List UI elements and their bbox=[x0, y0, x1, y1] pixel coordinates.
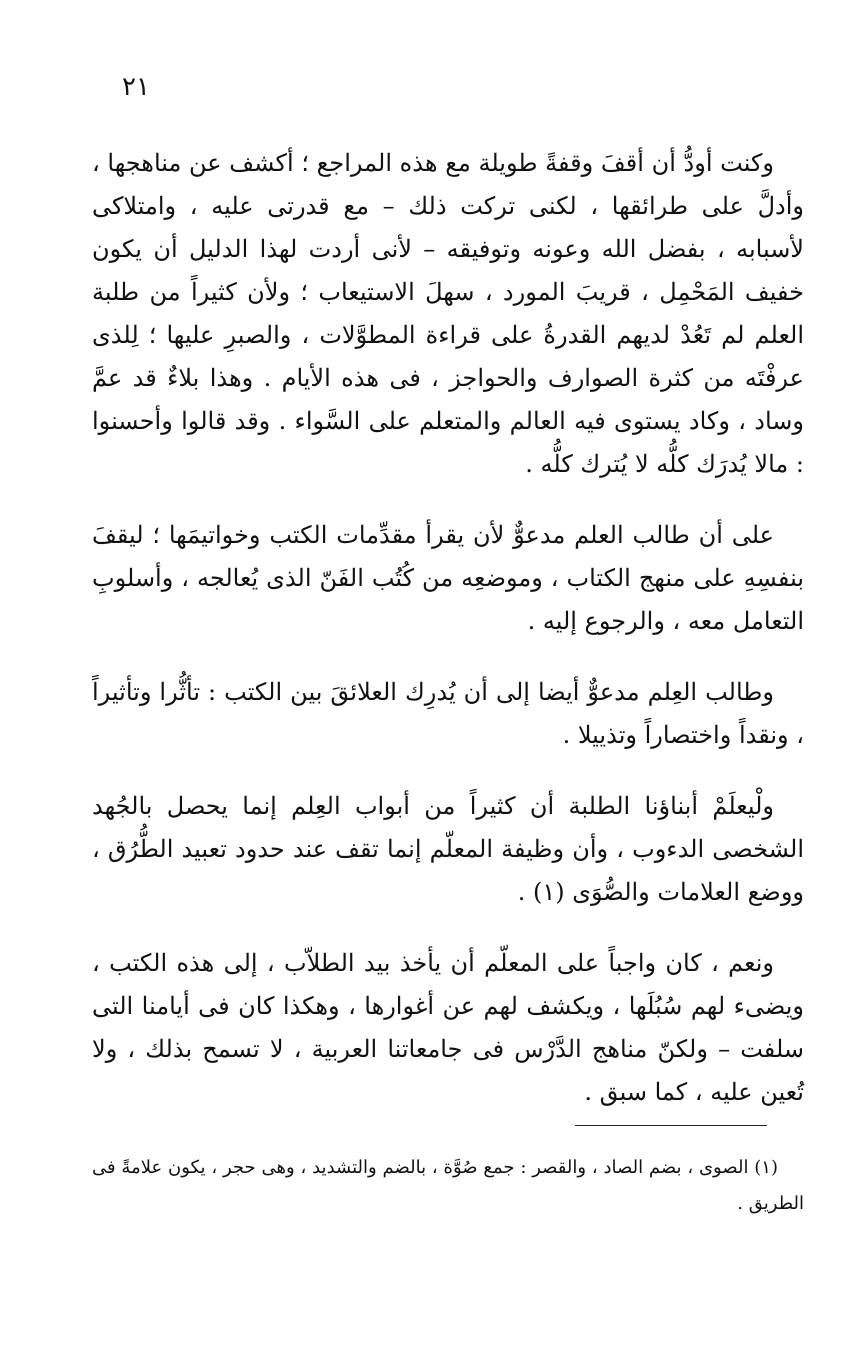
paragraph: ولْيعلَمْ أبناؤنا الطلبة أن كثيراً من أبواب العِلم إنما يحصل بالجُهد الشخصى الدءوب ، وأن وظيفة المعلّم إنما تقف عند حدود تعبيد الطُّرُق ، ووضع العلامات والصُّوَى (١) . bbox=[92, 792, 804, 906]
paragraph: على أن طالب العلم مدعوٌّ لأن يقرأ مقدِّمات الكتب وخواتيمَها ؛ ليقفَ بنفسِهِ على منهج الكتاب ، وموضعِه من كُتُب الفَنّ الذى يُعالجه ، وأسلوبِ التعامل معه ، والرجوع إليه . bbox=[92, 521, 804, 635]
paragraph: وطالب العِلم مدعوٌّ أيضا إلى أن يُدرِك العلائقَ بين الكتب : تأثُّرا وتأثيراً ، ونقداً واختصاراً وتذييلا . bbox=[92, 678, 804, 749]
paragraph: ونعم ، كان واجباً على المعلّم أن يأخذ بيد الطلاّب ، إلى هذه الكتب ، ويضىء لهم سُبُلَها ، ويكشف لهم عن أغوارها ، وهكذا كان فى أيامنا التى سلفت – ولكنّ مناهج الدَّرْس فى جامعاتنا العربية ، لا تسمح بذلك ، ولا تُعين عليه ، كما سبق . bbox=[92, 949, 804, 1106]
body-text bbox=[92, 142, 804, 1142]
footnote-divider bbox=[575, 1125, 767, 1126]
paragraph: وكنت أودُّ أن أقفَ وقفةً طويلة مع هذه المراجع ؛ أكشف عن مناهجها ، وأدلَّ على طرائقها ، لكنى تركت ذلك – مع قدرتى عليه ، وامتلاكى لأسبابه ، بفضل الله وعونه وتوفيقه – لأنى أردت لهذا الدليل أن يكون خفيف المَحْمِل ، قريبَ المورد ، سهلَ الاستيعاب ؛ ولأن كثيراً من طلبة العلم لم تَعُدْ لديهم القدرةُ على قراءة المطوَّلات ، والصبرِ عليها ؛ لِلذى عرفْتَه من كثرة الصوارف والحواجز ، فى هذه الأيام . وهذا بلاءٌ قد عمَّ وساد ، وكاد يستوى فيه العالم والمتعلم على السَّواء . وقد قالوا وأحسنوا : مالا يُدرَك كلُّه لا يُترك كلُّه . bbox=[92, 149, 804, 478]
footnote: (١) الصوى ، بضم الصاد ، والقصر : جمع صُوَّة ، بالضم والتشديد ، وهى حجر ، يكون علامةً فى الطريق . bbox=[92, 1157, 804, 1214]
page-number: ٢١ bbox=[122, 72, 150, 102]
